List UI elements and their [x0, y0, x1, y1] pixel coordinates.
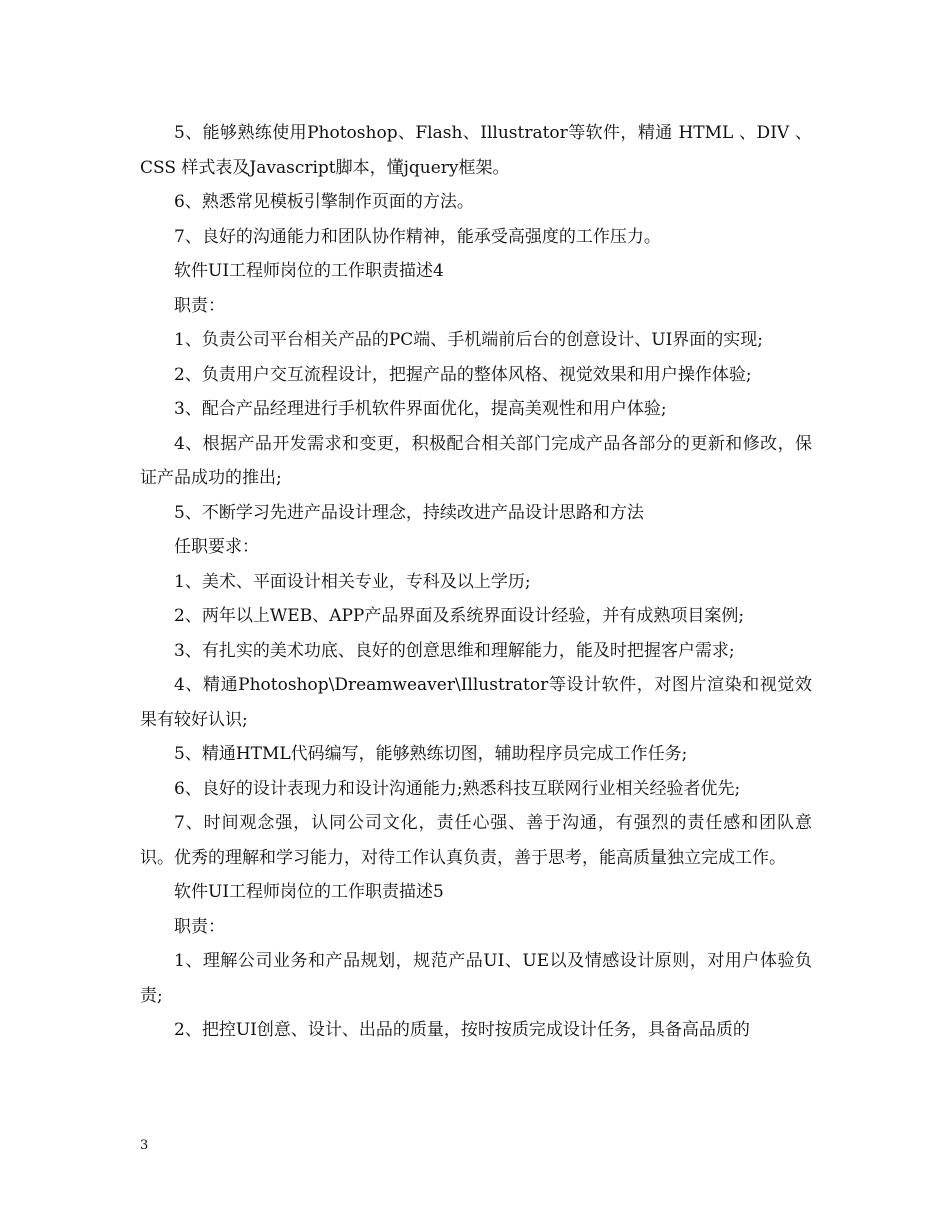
paragraph: 6、熟悉常见模板引擎制作页面的方法。 — [174, 192, 474, 212]
paragraph: 4、精通Photoshop\Dreamweaver\Illustrator等设计软件，对图片渲染和视觉效果有较好认识; — [140, 675, 812, 730]
document-body — [140, 116, 812, 1048]
paragraph: 6、良好的设计表现力和设计沟通能力;熟悉科技互联网行业相关经验者优先; — [174, 778, 741, 799]
section-heading: 软件UI工程师岗位的工作职责描述4 — [174, 261, 444, 281]
paragraph: 7、良好的沟通能力和团队协作精神，能承受高强度的工作压力。 — [174, 226, 661, 247]
subheading-duties: 职责： — [174, 295, 225, 316]
paragraph: 2、负责用户交互流程设计，把握产品的整体风格、视觉效果和用户操作体验; — [174, 364, 752, 385]
paragraph: 5、精通HTML代码编写，能够熟练切图，辅助程序员完成工作任务; — [174, 744, 688, 764]
paragraph: 5、能够熟练使用Photoshop、Flash、Illustrator等软件，精通 HTML 、DIV 、CSS 样式表及Javascript脚本，懂jquery框架。 — [140, 123, 812, 178]
section-heading: 软件UI工程师岗位的工作职责描述5 — [174, 882, 444, 902]
paragraph: 5、不断学习先进产品设计理念，持续改进产品设计思路和方法 — [174, 502, 644, 523]
paragraph: 4、根据产品开发需求和变更，积极配合相关部门完成产品各部分的更新和修改，保证产品成功的推出; — [140, 433, 812, 488]
paragraph: 2、两年以上WEB、APP产品界面及系统界面设计经验，并有成熟项目案例; — [174, 606, 745, 626]
paragraph: 1、美术、平面设计相关专业，专科及以上学历; — [174, 571, 531, 592]
subheading-duties: 职责： — [174, 916, 225, 937]
paragraph: 2、把控UI创意、设计、出品的质量，按时按质完成设计任务，具备高品质的 — [174, 1020, 750, 1040]
paragraph: 3、有扎实的美术功底、良好的创意思维和理解能力，能及时把握客户需求; — [174, 640, 735, 661]
paragraph: 7、时间观念强，认同公司文化，责任心强、善于沟通，有强烈的责任感和团队意识。优秀的理解和学习能力，对待工作认真负责，善于思考，能高质量独立完成工作。 — [140, 813, 812, 868]
paragraph: 3、配合产品经理进行手机软件界面优化，提高美观性和用户体验; — [174, 399, 667, 419]
paragraph: 1、理解公司业务和产品规划，规范产品UI、UE以及情感设计原则，对用户体验负责; — [140, 951, 812, 1006]
page-number: 3 — [140, 1138, 149, 1153]
subheading-requirements: 任职要求： — [174, 537, 259, 557]
paragraph: 1、负责公司平台相关产品的PC端、手机端前后台的创意设计、UI界面的实现; — [174, 330, 764, 350]
